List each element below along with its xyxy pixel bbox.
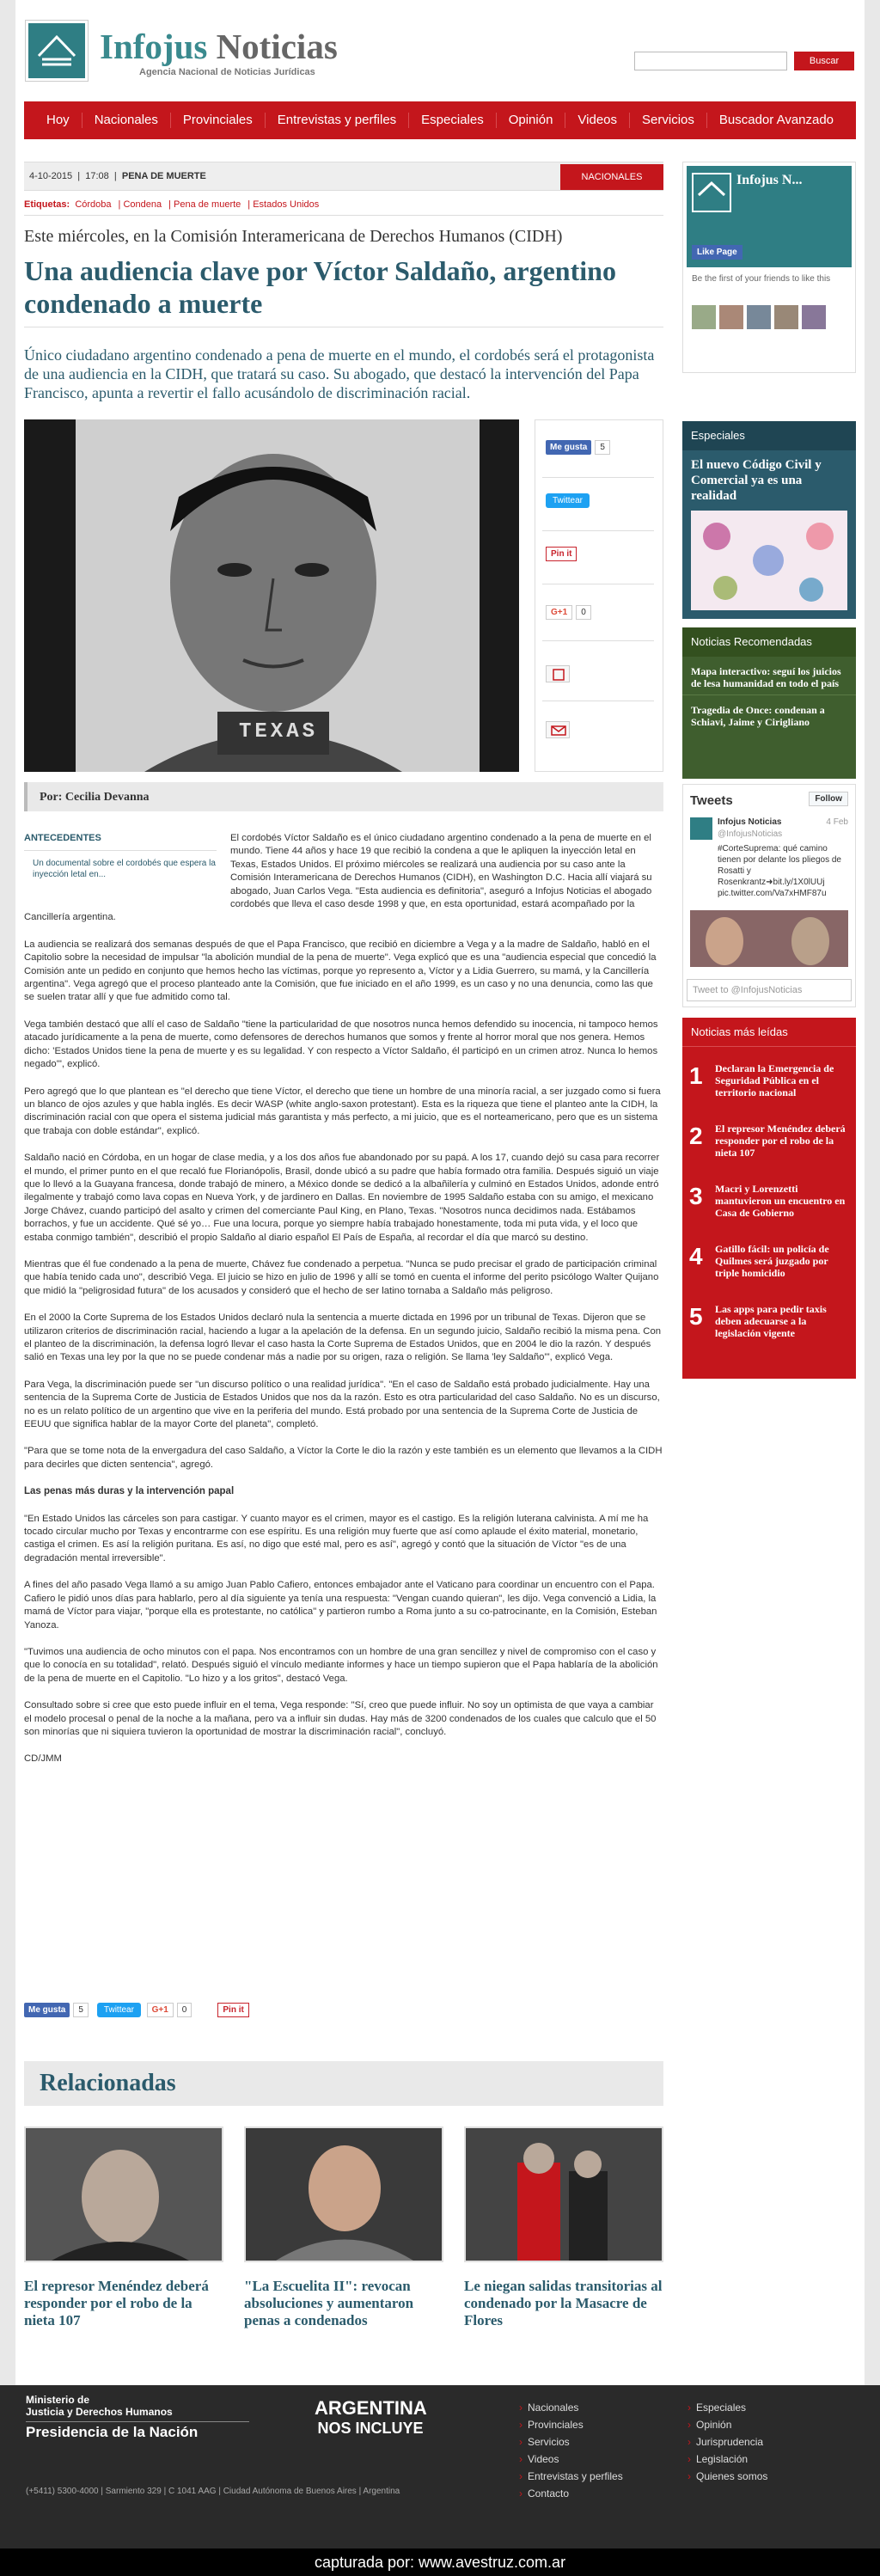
ministry-logo[interactable]: Ministerio de Justicia y Derechos Humanos Presidencia de la Nación [26, 2394, 249, 2463]
related-image[interactable] [24, 2126, 223, 2262]
footer-link[interactable]: › Opinión [688, 2416, 767, 2433]
article-paragraph: A fines del año pasado Vega llamó a su amigo Juan Pablo Cafiero, entonces embajador ante el Vaticano para coordinar un encuentro con el Papa. Cafiero le pidió unos días para hablarlo, pero al día siguiente ya tenía una respuesta: "Vengan cuando quieran", les dijo. Vega convenció a Lidia, la mamá de Víctor para viajar, "porque ella es protestante, no católica" y partieron rumbo a Roma junto a su co-patrocinante, en la Comisión, Esteban Yanoza. [24, 1580, 657, 1631]
author-name: Por: Cecilia Devanna [40, 791, 150, 804]
related-card[interactable] [464, 2126, 663, 2329]
nav-item-entrevistas[interactable]: Entrevistas y perfiles [266, 113, 409, 128]
especiales-title: Especiales [682, 421, 856, 450]
article-summary: Único ciudadano argentino condenado a pena de muerte en el mundo, el cordobés será el protagonista de una audiencia en la CIDH, que tratará su caso. Su abogado, que destacó la intervención del Papa Francisco, apunta a revertir el fallo acusándolo de discriminación racial. [24, 346, 655, 401]
tag-link[interactable]: Córdoba [75, 199, 112, 210]
related-image[interactable] [464, 2126, 663, 2262]
footer-link[interactable]: › Jurisprudencia [688, 2433, 767, 2451]
article-paragraph: Saldaño nació en Córdoba, en un hogar de clase media, y a los dos años fue abandonado por su papá. A los 17, cuando dejó su casa para recorrer el mundo, el primer punto en el que recaló fue Florianópolis, Brasil, donde ubicó a su padre que había formado otra familia. Después siguió un viaje que lo llevó a la Guayana francesa, donde trabajó de minero, a México donde se dedicó a la albañilería y culminó en Estados Unidos, adonde entró ilegalmente y trabajó como lava copas en Nueva York, y de jardinero en Dallas. En noviembre de 1995 Saldaño estaba con su amigo, el mexicano Jorge Chávez, cuando participó del asalto y crimen del comerciante Paul King, en Plano, Texas. "Nosotros nunca decidimos nada. Estábamos borrachos, y fue un accidente. Qué sé yo… Fue una locura, porque yo siempre había trabajado honestamente, toda mi puta vida, y el loco que estaba conmigo también", describió el propio Saldaño al diario español El País de España, al recordar el día que marcó su destino. [24, 1153, 660, 1243]
tag-link[interactable]: Estados Unidos [253, 199, 320, 210]
article-paragraph: En el 2000 la Corte Suprema de los Estados Unidos declaró nula la sentencia a muerte dictada en 1996 por un tribunal de Texas. Dijeron que se utilizaron criterios de discriminación racial, haciendo a lugar a la apelación de la defensa. En un segundo juicio, Saldaño recibió la misma pena. Con el planteo de la discriminación, la defensa logró llevar el caso hasta la Corte Suprema de Estados Unidos, que en 2004 le dio la razón. Y después salió en Texas una ley por la que no se puede condenar más a nadie por su origen, raza o religión. Se llama 'ley Saldaño'", explicó Vega. [24, 1312, 662, 1363]
search-button[interactable]: Buscar [794, 52, 854, 70]
share-bar-bottom [24, 2003, 663, 2023]
footer-link[interactable]: › Contacto [519, 2485, 623, 2502]
site-footer [0, 2385, 880, 2548]
footer-link[interactable]: › Servicios [519, 2433, 623, 2451]
footer-links-a [519, 2399, 623, 2502]
divider [542, 477, 654, 478]
facebook-like-button[interactable]: Me gusta [546, 440, 591, 455]
site-header [26, 21, 854, 89]
tweet-handle: @InfojusNoticias [718, 829, 783, 839]
footer-link[interactable]: › Quienes somos [688, 2468, 767, 2485]
nav-item-opinion[interactable]: Opinión [497, 113, 566, 128]
recomendada-link[interactable]: Mapa interactivo: seguí los juicios de lesa humanidad en todo el país [682, 657, 856, 695]
related-title: Relacionadas [40, 2070, 176, 2096]
related-card[interactable] [244, 2126, 443, 2329]
article-kicker: Este miércoles, en la Comisión Interamericana de Derechos Humanos (CIDH) [24, 227, 563, 246]
article-title: Una audiencia clave por Víctor Saldaño, argentino condenado a muerte [24, 255, 616, 319]
section-badge[interactable]: NACIONALES [560, 164, 663, 190]
footer-link[interactable]: › Entrevistas y perfiles [519, 2468, 623, 2485]
nav-item-buscador[interactable]: Buscador Avanzado [718, 113, 834, 127]
facebook-count: 5 [595, 440, 610, 455]
related-title-link[interactable]: El represor Menéndez deberá responder por el robo de la nieta 107 [24, 2278, 209, 2328]
article-time: 17:08 [85, 171, 109, 181]
tweet-button[interactable]: Twittear [97, 2003, 141, 2017]
article-meta-bar: 4-10-2015 | 17:08 | PENA DE MUERTE NACIONALES [24, 162, 663, 191]
footer-link[interactable]: › Nacionales [519, 2399, 623, 2416]
tweet-date: 4 Feb [826, 817, 848, 827]
tweet-image[interactable] [690, 910, 848, 967]
article-date: 4-10-2015 [29, 171, 73, 181]
especiales-box [682, 421, 856, 619]
footer-links-b [688, 2399, 767, 2485]
tags-row: Etiquetas: Córdoba | Condena | Pena de muerte | Estados Unidos [24, 199, 320, 210]
divider [24, 215, 663, 216]
tweet-button[interactable]: Twittear [546, 493, 590, 508]
nav-item-videos[interactable]: Videos [565, 113, 630, 128]
footer-link[interactable]: › Provinciales [519, 2416, 623, 2433]
facebook-cover [687, 166, 852, 267]
article-paragraph: Pero agregó que lo que plantean es "el derecho que tiene Víctor, el derecho que tiene un hombre de una minoría racial, a ser juzgado como si fuera un blanco de ojos azules y que habla inglés. Es decir WASP (white anglo-saxon protestant). Esta es la riqueza que tiene el planteo ante la CIDH, la discriminación racial con que opera el sistema judicial más garantista y más perfecto, a mi juicio, que es el norteamericano, pero que es un sistema que trabaja con doble estándar", explicó. [24, 1086, 661, 1136]
google-plus-button[interactable]: G+1 [546, 605, 572, 620]
nav-item-hoy[interactable]: Hoy [34, 113, 82, 128]
pinterest-button[interactable]: Pin it [217, 2003, 248, 2017]
main-nav [24, 101, 856, 139]
google-plus-count: 0 [177, 2003, 192, 2017]
most-read-title: Noticias más leídas [682, 1018, 856, 1047]
footer-link[interactable]: › Videos [519, 2451, 623, 2468]
brand-name[interactable]: Infojus Noticias [100, 27, 338, 66]
especiales-link[interactable]: El nuevo Código Civil y Comercial ya es una realidad [691, 458, 822, 503]
nav-item-especiales[interactable]: Especiales [409, 113, 497, 128]
article-paragraph: "Para que se tome nota de la envergadura del caso Saldaño, a Víctor la Corte le dio la razón y este también es un elemento que llevamos a la CIDH para decirles que dicten sentencia", agregó. [24, 1446, 663, 1470]
most-read-box: Noticias más leídas 1 Declaran la Emergencia de Seguridad Pública en el territorio nacional 2 El represor Menéndez deberá responder por el robo de la nieta 107 3 Macri y Lorenzetti mantuvieron un encuentro en Casa de Gobierno 4 Gatillo fácil: un policía de Quilmes será juzgado por triple homicidio 5 Las apps para pedir taxis deben adecuarse a la legislación vigente [682, 1018, 856, 1379]
nav-item-servicios[interactable]: Servicios [630, 113, 707, 128]
photo-placard-text: TEXAS [239, 720, 319, 743]
tweets-title: Tweets [690, 793, 733, 808]
article-paragraph: El cordobés Víctor Saldaño es el único ciudadano argentino condenado a la pena de muerte en el mundo. Tiene 44 años y hace 19 que recibió la condena a que le apliquen la inyección letal en Texas, Estados Unidos. El próximo miércoles se realizará una audiencia por su caso ante la Comisión Interamericana de Derechos Humanos (CIDH), en Washington D.C. Hacia allí viajará su abogado, Juan Carlos Vega. "Esta audiencia es definitoria", aseguró a Infojus Noticias el abogado cordobés que lleva el caso desde 1998 y que, en esta oportunidad, estará acompañado por la Cancillería argentina. [24, 833, 652, 923]
logo-icon[interactable] [26, 21, 88, 81]
recomendadas-title: Noticias Recomendadas [682, 627, 856, 657]
related-title-link[interactable]: "La Escuelita II": revocan absoluciones y aumentaron penas a condenados [244, 2278, 414, 2328]
twitter-avatar[interactable] [690, 817, 712, 840]
page-logo-icon [692, 173, 731, 212]
article-section: PENA DE MUERTE [121, 171, 206, 181]
recomendadas-box [682, 627, 856, 779]
tag-link[interactable]: Condena [123, 199, 162, 210]
tweet-compose-box[interactable]: Tweet to @InfojusNoticias [687, 979, 852, 1001]
article-paragraph: La audiencia se realizará dos semanas después de que el Papa Francisco, que recibió en diciembre a Vega y a la madre de Saldaño, habló en el Capitolio sobre la necesidad de impulsar "la abolición mundial de la pena de muerte". Vega explicó que es una "audiencia especial que concedió la Comisión ante un pedido en conjunto que hemos hecho las víctimas, porque yo represento a, Víctor y a Lidia Guerrero, su mamá, y la Cancillería argentina". Vega agregó que el proceso planteado ante la Comisión, que fue iniciado en el año 1999, es un caso y no una denuncia, como las que se suelen tratar allí y que fue admitido como tal. [24, 939, 657, 1003]
search-input[interactable] [634, 52, 787, 70]
facebook-friends-text: Be the first of your friends to like this [692, 274, 831, 284]
article-body [24, 832, 663, 1780]
email-icon[interactable] [546, 721, 570, 738]
article-paragraph: Mientras que él fue condenado a la pena de muerte, Chávez fue condenado a perpetua. "Nunca se pudo precisar el grado de participación criminal que había tenido cada uno", describió Vega. El juicio se hizo en julio de 1996 y allí se tomó en cuenta el informe del perito psicólogo Walter Quijano que midió la "peligrosidad futura" de los acusados y consideró que el hecho de ser latino tornaba a Saldaño más peligroso. [24, 1258, 659, 1296]
footer-slogan: ARGENTINA NOS INCLUYE [315, 2397, 427, 2437]
antecedentes-link[interactable]: Un documental sobre el cordobés que espera la inyección letal en... [33, 859, 216, 880]
nav-item-provinciales[interactable]: Provinciales [171, 113, 266, 128]
facebook-page-widget [682, 162, 856, 373]
like-page-button[interactable]: Like Page [692, 245, 742, 260]
footer-address: (+5411) 5300-4000 | Sarmiento 329 | C 1041 AAG | Ciudad Autónoma de Buenos Aires | Argentina [26, 2487, 400, 2496]
google-plus-count: 0 [576, 605, 591, 620]
capture-credit: capturada por: www.avestruz.com.ar [0, 2548, 880, 2576]
facebook-like-button[interactable]: Me gusta [24, 2003, 70, 2017]
related-title-link[interactable]: Le niegan salidas transitorias al condenado por la Masacre de Flores [464, 2278, 663, 2328]
footer-link[interactable]: › Legislación [688, 2451, 767, 2468]
share-sidebar [535, 419, 663, 772]
twitter-follow-button[interactable]: Follow [809, 792, 848, 806]
print-icon[interactable] [546, 665, 570, 682]
facebook-page-name[interactable]: Infojus N... [736, 173, 803, 187]
twitter-widget [682, 784, 856, 1007]
related-image[interactable] [244, 2126, 443, 2262]
related-header [24, 2061, 663, 2106]
article-photo [24, 419, 519, 772]
tweet-author[interactable]: Infojus Noticias [718, 817, 782, 827]
tag-link[interactable]: Pena de muerte [174, 199, 241, 210]
tags-label: Etiquetas: [24, 199, 70, 210]
google-plus-button[interactable]: G+1 [147, 2003, 174, 2017]
footer-link[interactable]: › Especiales [688, 2399, 767, 2416]
tweet-text: #CorteSuprema: qué camino tienen por delante los pliegos de Rosatti y Rosenkrantz➜bit.ly/1X0lUUj pic.twitter.com/Va7xHMF87u [718, 844, 841, 898]
antecedentes-title: ANTECEDENTES [24, 832, 217, 851]
article-paragraph: Para Vega, la discriminación puede ser "un discurso político o una realidad jurídica". "En el caso de Saldaño está probado judicialmente. Hay una sentencia de la Suprema Corte de Justicia de Estados Unidos que nos da la razón. Esto es otra particularidad del caso Saldaño. No es un discurso, no es un relato político de un argentino que vive en la periferia del mundo. Está probado por una sentencia de la Suprema Corte de Justicia de EEUU que significa hablar de la mayor Corte del planeta", completó. [24, 1379, 660, 1430]
article-signature: CD/JMM [24, 1753, 62, 1765]
brand-tagline: Agencia Nacional de Noticias Jurídicas [139, 67, 315, 77]
article-paragraph: "Tuvimos una audiencia de ocho minutos con el papa. Nos encontramos con un hombre de una gran sencillez y nivel de compromiso con el caso y que lo conocía en su totalidad", relató. Después siguió el vínculo mediante informes y hace un tiempo supieron que el Papa hablaría de la abolición de la pena de muerte en el Capitolio. "Lo hizo y a los gritos", destacó Vega. [24, 1646, 658, 1684]
especiales-image[interactable] [691, 511, 847, 610]
article-paragraph: "En Estado Unidos las cárceles son para castigar. Y cuanto mayor es el crimen, mayor es el castigo. Es la religión luterana calvinista. A mí me ha tocado circular mucho por Texas y encontrarme con ese espíritu. Es una religión muy fuerte que así como aplaude el éxito material, monetario, castiga el crimen. Es así la religión puritana. Es así, no digo que esté mal, pero es así", agregó y contó que la situación de Víctor "es de una degradación mental irreversible". [24, 1513, 649, 1563]
divider [542, 640, 654, 641]
antecedentes-box [24, 832, 230, 909]
facebook-count: 5 [73, 2003, 89, 2017]
divider [542, 530, 654, 531]
article-paragraph: Vega también destacó que allí el caso de Saldaño "tiene la particularidad de que nosotros nunca hemos defendido su inocencia, ni tampoco hemos atacado jurídicamente a la pena de muerte, como defensores de derechos humanos que somos y frente al horror moral que nos genera. Hemos dicho: 'Estados Unidos tiene la pena de muerte y es su legalidad. Y con respecto a Víctor Saldaño, él participó en un crimen atroz. Nunca lo hemos negado'", explicó. [24, 1019, 658, 1070]
recomendada-link[interactable]: Tragedia de Once: condenan a Schiavi, Jaime y Cirigliano [691, 704, 825, 728]
article-paragraph: Consultado sobre si cree que esto puede influir en el tema, Vega responde: "Sí, creo que puede influir. No soy un optimista de que vaya a cambiar el modelo procesal o penal de la noche a la mañana, pero va a influir sin dudas. Hay más de 3200 condenados de los cuales que calculo que el 50 son minorías que ni siquiera tuvieron la oportunidad de mostrar la discriminación racial", concluyó. [24, 1700, 657, 1737]
pinterest-button[interactable]: Pin it [546, 547, 577, 561]
nav-item-nacionales[interactable]: Nacionales [82, 113, 171, 128]
author-bar [24, 782, 663, 811]
facebook-faces [692, 305, 826, 329]
article-subhead: Las penas más duras y la intervención papal [24, 1486, 235, 1497]
related-card[interactable] [24, 2126, 223, 2329]
